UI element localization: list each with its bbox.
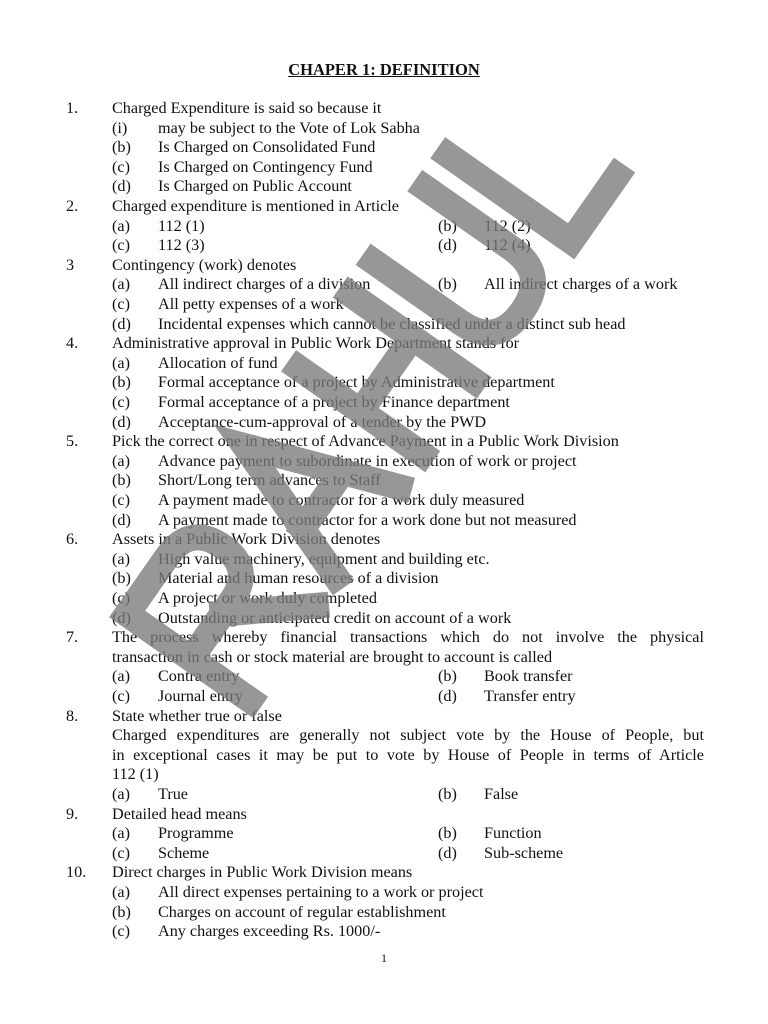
option-label: (a) — [112, 216, 130, 235]
question-number: 3 — [66, 255, 75, 274]
option-text: All petty expenses of a work — [158, 295, 344, 313]
option-label: (d) — [438, 236, 457, 255]
option-text: Short/Long term advances to Staff — [158, 471, 381, 490]
option-text: Programme — [158, 824, 234, 843]
option-label: (b) — [112, 373, 131, 392]
option-label: (b) — [438, 667, 457, 686]
option-label: (b) — [112, 138, 131, 157]
option-label: (i) — [112, 118, 128, 137]
option-text: A project or work duly completed — [158, 589, 377, 607]
option-text: 112 (3) — [158, 236, 205, 255]
option-text: A payment made to contractor for a work duly measured — [158, 491, 525, 509]
question-number: 6. — [66, 530, 79, 549]
option-text: Charges on account of regular establishment — [158, 902, 446, 921]
option-label: (b) — [112, 569, 131, 588]
option-label: (b) — [438, 275, 457, 294]
option-text: Sub-scheme — [484, 843, 564, 862]
question-stem: Charged Expenditure is said so because it — [112, 99, 382, 117]
option-label: (b) — [438, 785, 457, 803]
option-text: Outstanding or anticipated credit on account of a work — [158, 608, 512, 627]
option-text: Is Charged on Public Account — [158, 177, 352, 196]
question-stem: Pick the correct one in respect of Advance Payment in a Public Work Division — [112, 432, 619, 451]
page-title: CHAPER 1: DEFINITION — [288, 60, 480, 79]
option-label: (a) — [112, 451, 130, 470]
statement-text: in exceptional cases it may be put to vote by House of People in terms of Article — [112, 745, 704, 764]
option-label: (c) — [112, 157, 130, 176]
option-text: All direct expenses pertaining to a work or project — [158, 883, 484, 901]
option-label: (d) — [112, 314, 131, 333]
option-text: Scheme — [158, 843, 210, 862]
option-label: (c) — [112, 491, 130, 509]
option-text: Advance payment to subordinate in execution of work or project — [158, 451, 577, 470]
question-number: 4. — [66, 334, 79, 353]
option-text: Is Charged on Contingency Fund — [158, 157, 373, 176]
option-label: (a) — [112, 275, 130, 294]
option-text: True — [158, 785, 188, 803]
option-label: (d) — [438, 843, 457, 862]
option-label: (d) — [112, 177, 131, 196]
option-label: (d) — [112, 412, 131, 431]
option-text: Material and human resources of a division — [158, 569, 439, 588]
option-label: (a) — [112, 549, 130, 568]
option-text: Formal acceptance of a project by Administrative department — [158, 373, 555, 392]
option-text: Book transfer — [484, 667, 573, 686]
question-number: 9. — [66, 804, 79, 823]
option-label: (d) — [438, 687, 457, 705]
option-text: Transfer entry — [484, 687, 576, 705]
question-number: 1. — [66, 99, 79, 117]
option-text: Incidental expenses which cannot be classified under a distinct sub head — [158, 314, 626, 333]
option-text: 112 (2) — [484, 216, 531, 235]
question-stem: Detailed head means — [112, 804, 247, 823]
question-stem: Contingency (work) denotes — [112, 255, 297, 274]
question-stem: State whether true or false — [112, 706, 282, 725]
option-label: (a) — [112, 883, 130, 901]
option-label: (b) — [112, 902, 131, 921]
option-label: (a) — [112, 353, 130, 372]
option-label: (c) — [112, 922, 130, 941]
question-stem: The process whereby financial transactions which do not involve the physical — [112, 628, 704, 647]
option-label: (b) — [438, 216, 457, 235]
option-text: False — [484, 785, 519, 803]
question-number: 7. — [66, 628, 79, 647]
option-label: (c) — [112, 687, 130, 705]
question-number: 5. — [66, 432, 79, 451]
option-text: A payment made to contractor for a work done but not measured — [158, 510, 577, 529]
statement-text: 112 (1) — [112, 765, 159, 784]
option-label: (d) — [112, 510, 131, 529]
option-label: (c) — [112, 236, 130, 255]
statement-text: Charged expenditures are generally not subject vote by the House of People, but — [112, 726, 704, 745]
page-number: 1 — [381, 951, 387, 965]
option-label: (b) — [112, 471, 131, 490]
option-label: (c) — [112, 589, 130, 607]
question-stem: Assets in a Public Work Division denotes — [112, 530, 381, 549]
option-text: Is Charged on Consolidated Fund — [158, 138, 376, 157]
option-label: (a) — [112, 667, 130, 686]
option-text: may be subject to the Vote of Lok Sabha — [158, 118, 420, 137]
option-text: High value machinery, equipment and building etc. — [158, 549, 490, 568]
option-text: Function — [484, 824, 542, 843]
option-text: Journal entry — [158, 687, 243, 705]
option-label: (a) — [112, 785, 130, 803]
option-text: All indirect charges of a division — [158, 275, 371, 294]
question-number: 2. — [66, 197, 79, 215]
question-stem: Direct charges in Public Work Division means — [112, 863, 413, 882]
option-text: Acceptance-cum-approval of a tender by the PWD — [158, 412, 487, 431]
option-text: Formal acceptance of a project by Finance department — [158, 393, 510, 411]
option-label: (c) — [112, 393, 130, 411]
option-text: All indirect charges of a work — [484, 275, 678, 294]
option-label: (a) — [112, 824, 130, 843]
option-label: (c) — [112, 843, 130, 862]
question-number: 8. — [66, 706, 79, 725]
option-text: 112 (4) — [484, 236, 531, 255]
option-label: (d) — [112, 608, 131, 627]
question-stem: Administrative approval in Public Work Department stands for — [112, 334, 520, 353]
question-stem: Charged expenditure is mentioned in Article — [112, 197, 399, 215]
option-text: Any charges exceeding Rs. 1000/- — [158, 922, 381, 941]
option-label: (b) — [438, 824, 457, 843]
option-label: (c) — [112, 295, 130, 313]
option-text: Allocation of fund — [158, 353, 278, 372]
option-text: Contra entry — [158, 667, 240, 686]
question-stem: transaction in cash or stock material are brought to account is called — [112, 647, 553, 666]
option-text: 112 (1) — [158, 216, 205, 235]
question-number: 10. — [66, 863, 87, 882]
